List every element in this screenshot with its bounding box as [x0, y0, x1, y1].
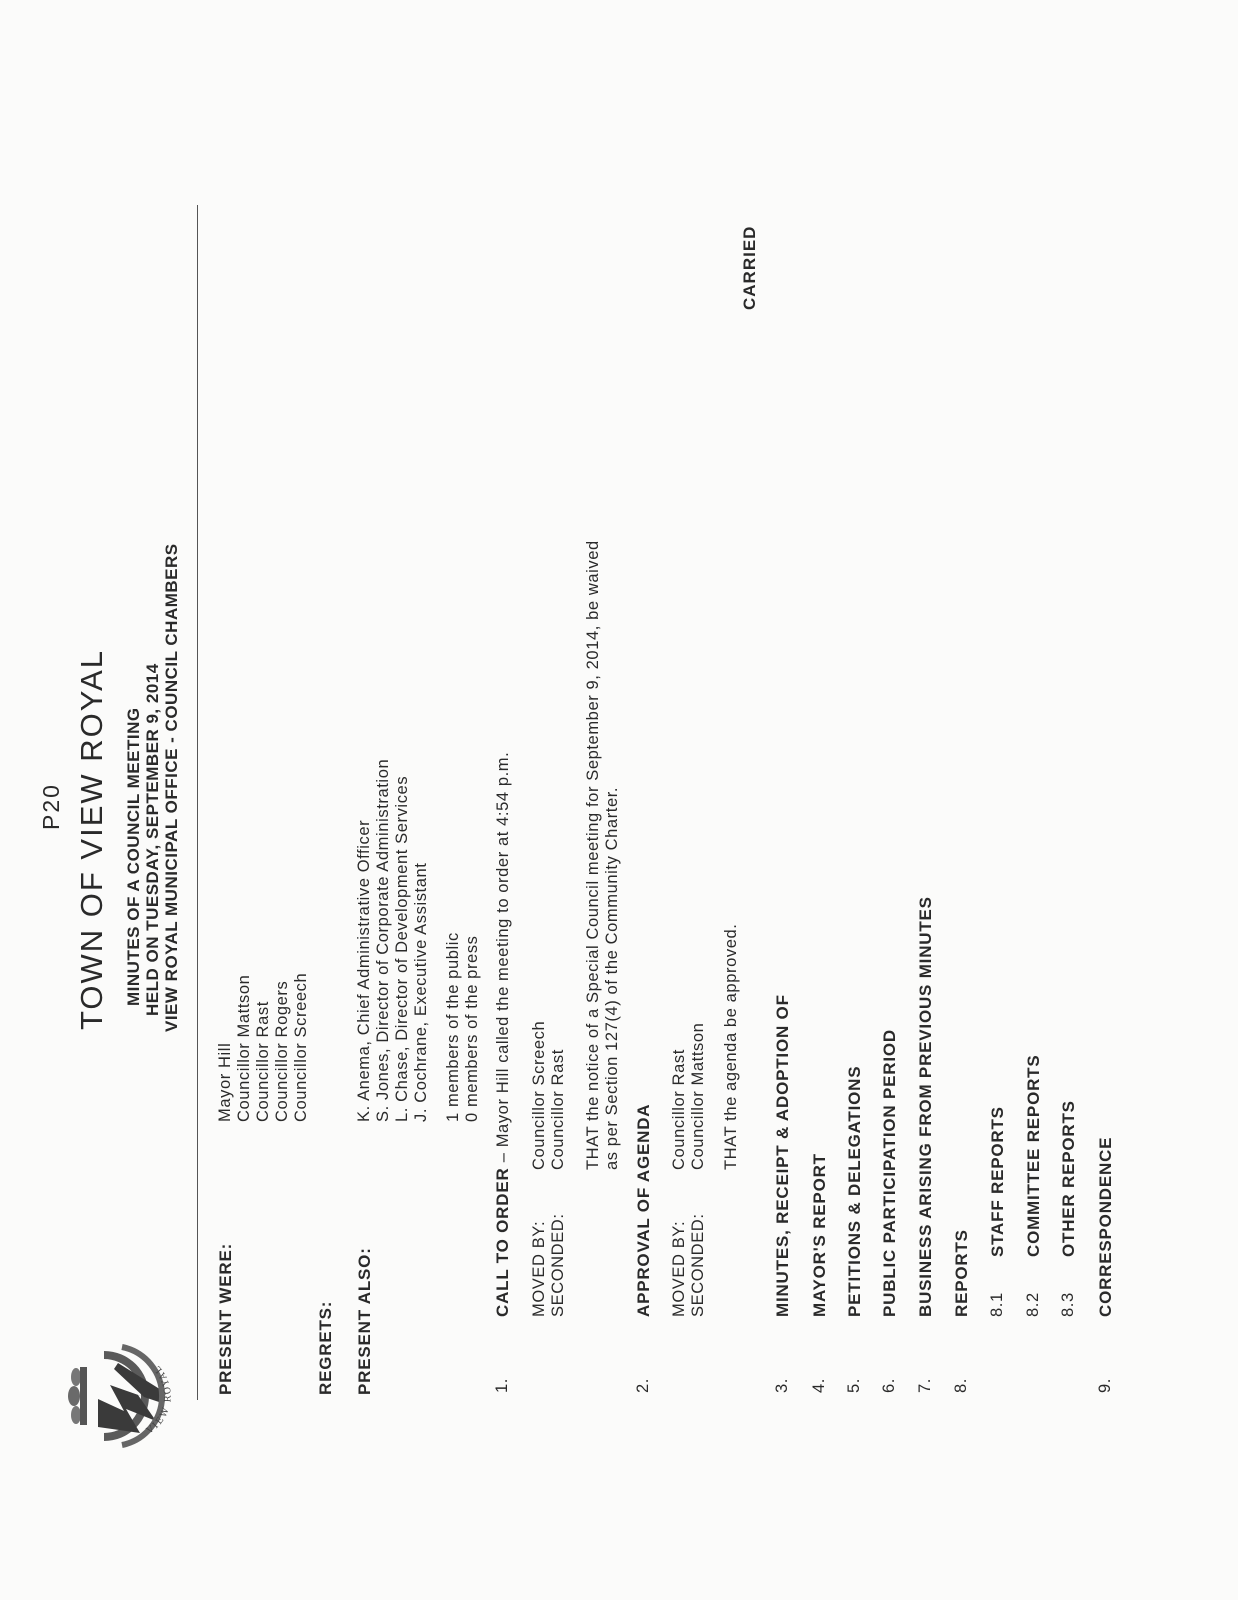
- present-list: [216, 973, 311, 1122]
- staff-member: K. Anema, Chief Administrative Officer: [355, 819, 373, 1122]
- attendee: Councillor Screech: [292, 972, 310, 1122]
- sub-item-heading: STAFF REPORTS: [988, 1106, 1007, 1257]
- item-heading: PETITIONS & DELEGATIONS: [845, 1065, 864, 1317]
- attendee: Councillor Mattson: [235, 974, 253, 1122]
- sub-item-heading: OTHER REPORTS: [1059, 1100, 1078, 1257]
- item-number: 4.: [810, 1378, 828, 1393]
- sub-item-number: 8.2: [1024, 1292, 1042, 1317]
- item-number: 9.: [1096, 1378, 1114, 1393]
- seconded-by: Councillor Mattson: [689, 1022, 707, 1170]
- item-heading: REPORTS: [952, 1229, 971, 1317]
- moved-by: Councillor Screech: [530, 1020, 548, 1170]
- view-royal-crest-icon: [64, 1337, 184, 1455]
- meeting-location: VIEW ROYAL MUNICIPAL OFFICE - COUNCIL CHAMBERS: [162, 543, 181, 1032]
- item-heading: PUBLIC PARTICIPATION PERIOD: [880, 1029, 899, 1317]
- moved-labels: [530, 1214, 568, 1318]
- attendee: Councillor Rast: [254, 1001, 272, 1122]
- staff-member: S. Jones, Director of Corporate Administration: [374, 758, 392, 1122]
- staff-member: J. Cochrane, Executive Assistant: [412, 862, 430, 1122]
- attendee: Councillor Rogers: [273, 980, 291, 1122]
- item-number: 7.: [916, 1378, 934, 1393]
- moved-by: Councillor Rast: [670, 1049, 688, 1170]
- public-count: 1 members of the public: [444, 932, 462, 1122]
- item-heading: APPROVAL OF AGENDA: [634, 1103, 653, 1317]
- item-number: 2.: [634, 1378, 652, 1393]
- crest-text: VIEW ROYAL: [145, 1362, 174, 1437]
- meeting-date: HELD ON TUESDAY, SEPTEMBER 9, 2014: [143, 663, 162, 1016]
- attendee: Mayor Hill: [216, 1042, 234, 1122]
- meeting-title: MINUTES OF A COUNCIL MEETING: [124, 707, 143, 1006]
- sub-item-heading: COMMITTEE REPORTS: [1024, 1054, 1043, 1257]
- page-code: P20: [38, 783, 64, 830]
- staff-member: L. Chase, Director of Development Services: [393, 775, 411, 1122]
- moved-by-label: MOVED BY:: [530, 1220, 548, 1317]
- movers: [670, 1023, 708, 1170]
- regrets-label: REGRETS:: [316, 1300, 335, 1395]
- item-heading: BUSINESS ARISING FROM PREVIOUS MINUTES: [916, 896, 935, 1317]
- item-heading: MINUTES, RECEIPT & ADOPTION OF: [773, 994, 792, 1317]
- present-also-label: PRESENT ALSO:: [355, 1247, 374, 1395]
- motion-result: CARRIED: [740, 225, 759, 310]
- present-were-label: PRESENT WERE:: [216, 1242, 235, 1395]
- item-heading: MAYOR'S REPORT: [810, 1153, 829, 1317]
- moved-by-label: MOVED BY:: [670, 1220, 688, 1317]
- public-attendance: [444, 932, 482, 1122]
- seconded-by: Councillor Rast: [549, 1049, 567, 1170]
- item-number: 3.: [773, 1378, 791, 1393]
- seconded-label: SECONDED:: [549, 1213, 567, 1317]
- item-number: 5.: [845, 1378, 863, 1393]
- sub-item-number: 8.1: [988, 1292, 1006, 1317]
- item-heading: CALL TO ORDER: [493, 1167, 512, 1317]
- call-to-order: [493, 752, 513, 1317]
- movers: [530, 1021, 568, 1170]
- press-count: 0 members of the press: [463, 935, 481, 1122]
- item-heading: CORRESPONDENCE: [1096, 1136, 1115, 1317]
- item-number: 6.: [880, 1378, 898, 1393]
- town-title: TOWN OF VIEW ROYAL: [74, 648, 109, 1030]
- staff-list: [355, 759, 431, 1122]
- motion-text: THAT the notice of a Special Council meeting for September 9, 2014, be waived as per Section 127(4) of the Community Charter.: [584, 540, 621, 1170]
- seconded-label: SECONDED:: [689, 1213, 707, 1317]
- sub-item-number: 8.3: [1059, 1292, 1077, 1317]
- header-divider: [197, 205, 198, 1400]
- item-number: 1.: [493, 1378, 511, 1393]
- call-to-order-text: – Mayor Hill called the meeting to order at 4:54 p.m.: [494, 751, 512, 1168]
- moved-labels: [670, 1214, 708, 1318]
- motion-text: THAT the agenda be approved.: [722, 923, 740, 1170]
- item-number: 8.: [952, 1378, 970, 1393]
